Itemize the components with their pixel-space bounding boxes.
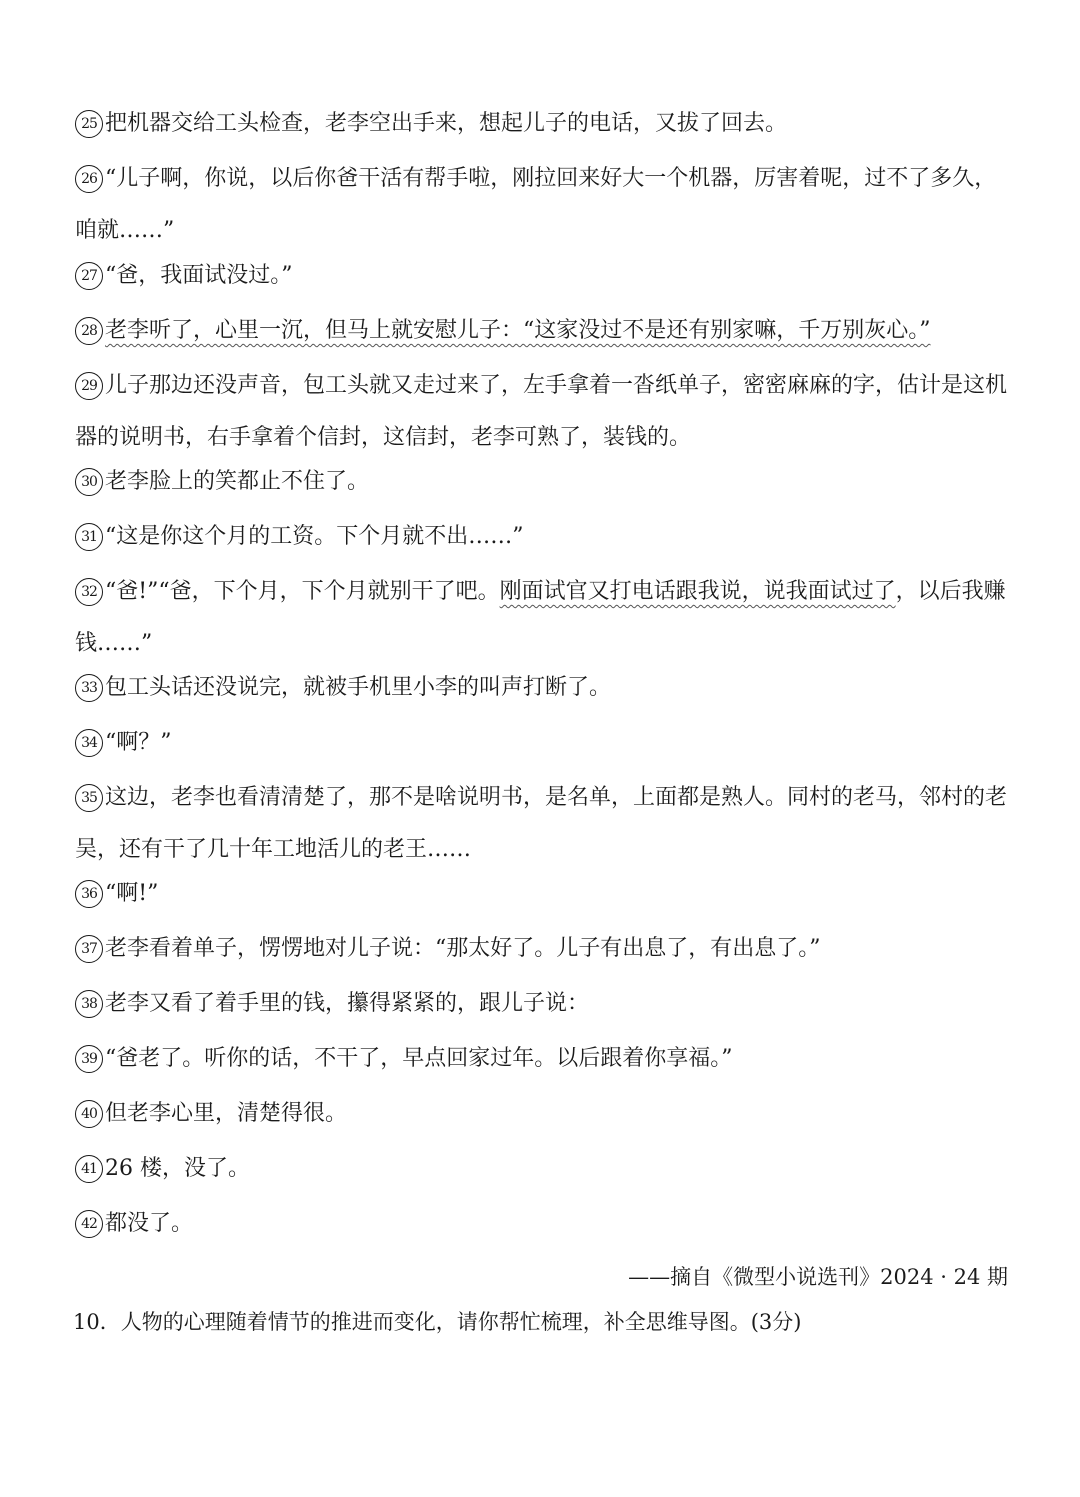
paragraph-38 — [75, 978, 1015, 1030]
paragraph-41 — [75, 1143, 1015, 1195]
paragraph-number: 38 — [75, 990, 103, 1018]
paragraph-text: 老李又看了着手里的钱，攥得紧紧的，跟儿子说： — [105, 991, 590, 1016]
question-10: 10．人物的心理随着情节的推进而变化，请你帮忙梳理，补全思维导图。(3分) — [73, 1310, 802, 1334]
paragraph-number: 25 — [75, 110, 103, 138]
paragraph-text: “儿子啊，你说，以后你爸干活有帮手啦，刚拉回来好大一个机器，厉害着呢，过不了多久，咱就……” — [75, 166, 997, 243]
paragraph-number: 29 — [75, 372, 103, 400]
paragraph-29 — [75, 360, 1015, 464]
paragraph-text: 老李脸上的笑都止不住了。 — [105, 469, 370, 494]
paragraph-text: “爸老了。听你的话，不干了，早点回家过年。以后跟着你享福。” — [105, 1046, 733, 1071]
paragraph-number: 31 — [75, 523, 103, 551]
paragraph-number: 42 — [75, 1210, 103, 1238]
paragraph-number: 39 — [75, 1045, 103, 1073]
paragraph-number: 37 — [75, 935, 103, 963]
paragraph-text: 包工头话还没说完，就被手机里小李的叫声打断了。 — [105, 675, 612, 700]
paragraph-text: “这是你这个月的工资。下个月就不出……” — [105, 524, 524, 549]
paragraph-text-part-c: ，以后我赚钱……” — [75, 579, 1006, 656]
paragraph-number: 35 — [75, 784, 103, 812]
paragraph-number: 32 — [75, 578, 103, 606]
paragraph-number: 34 — [75, 729, 103, 757]
paragraph-text: 儿子那边还没声音，包工头就又走过来了，左手拿着一沓纸单子，密密麻麻的字，估计是这机器的说明书，右手拿着个信封，这信封，老李可熟了，装钱的。 — [75, 373, 1008, 450]
paragraph-28 — [75, 305, 1015, 357]
paragraph-text-part-a: “爸!”“爸，下个月，下个月就别干了吧。 — [105, 579, 500, 604]
paragraph-42 — [75, 1198, 1015, 1250]
paragraph-number: 36 — [75, 880, 103, 908]
paragraph-30 — [75, 456, 1015, 508]
paragraph-36 — [75, 868, 1015, 920]
paragraph-text: 26 楼，没了。 — [105, 1156, 250, 1181]
paragraph-number: 28 — [75, 317, 103, 345]
paragraph-text: 把机器交给工头检查，老李空出手来，想起儿子的电话，又拔了回去。 — [105, 111, 788, 136]
paragraph-text: 但老李心里，清楚得很。 — [105, 1101, 348, 1126]
paragraph-31 — [75, 511, 1015, 563]
paragraph-text: “啊？” — [105, 730, 172, 755]
paragraph-text: 老李看着单子，愣愣地对儿子说：“那太好了。儿子有出息了，有出息了。” — [105, 936, 821, 961]
paragraph-37 — [75, 923, 1015, 975]
paragraph-number: 27 — [75, 262, 103, 290]
paragraph-27 — [75, 250, 1015, 302]
paragraph-text: “啊!” — [105, 881, 159, 906]
paragraph-32 — [75, 566, 1015, 670]
paragraph-33 — [75, 662, 1015, 714]
paragraph-34 — [75, 717, 1015, 769]
paragraph-number: 33 — [75, 674, 103, 702]
paragraph-text-underlined: 刚面试官又打电话跟我说，说我面试过了 — [499, 579, 896, 604]
source-citation: ——摘自《微型小说选刊》2024 · 24 期 — [628, 1265, 1008, 1289]
paragraph-26 — [75, 153, 1015, 257]
paragraph-text: “爸，我面试没过。” — [105, 263, 293, 288]
paragraph-number: 30 — [75, 468, 103, 496]
paragraph-number: 40 — [75, 1100, 103, 1128]
paragraph-text-underlined: 老李听了，心里一沉，但马上就安慰儿子：“这家没过不是还有别家嘛，千万别灰心。” — [105, 318, 931, 343]
paragraph-text: 这边，老李也看清清楚了，那不是啥说明书，是名单，上面都是熟人。同村的老马，邻村的老吴，还有干了几十年工地活儿的老王…… — [75, 785, 1008, 862]
paragraph-number: 41 — [75, 1155, 103, 1183]
paragraph-35 — [75, 772, 1015, 876]
paragraph-number: 26 — [75, 165, 103, 193]
paragraph-25 — [75, 98, 1015, 150]
paragraph-39 — [75, 1033, 1015, 1085]
paragraph-40 — [75, 1088, 1015, 1140]
paragraph-text: 都没了。 — [105, 1211, 194, 1236]
